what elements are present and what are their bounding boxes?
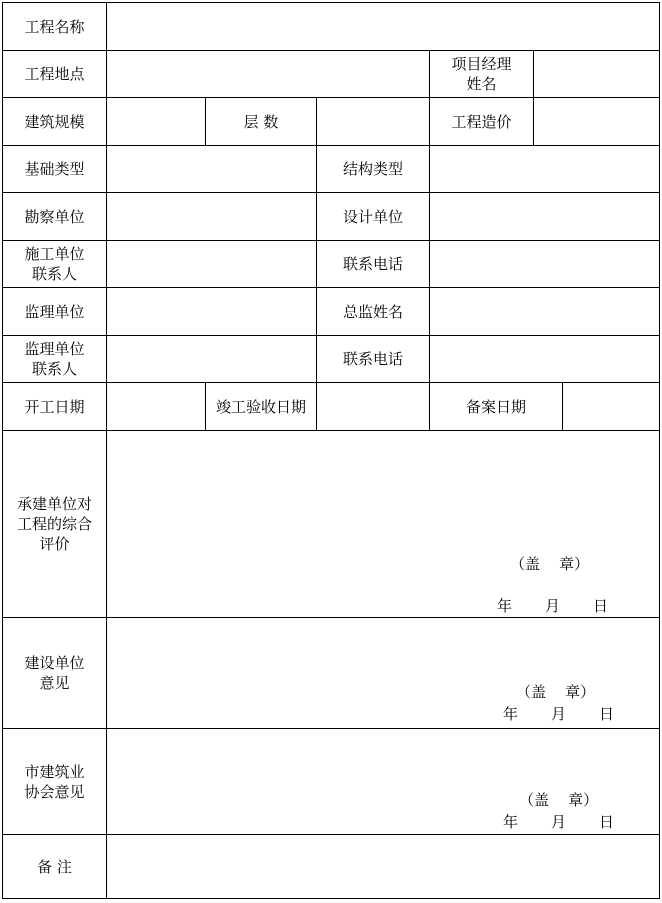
- month-label: 月: [545, 597, 561, 615]
- seal-text: （盖 章）: [519, 791, 599, 809]
- building-scale-label: 建筑规模: [24, 112, 85, 131]
- contractor-evaluation-field[interactable]: [107, 431, 659, 617]
- association-opinion-label: 市建筑业 协会意见: [24, 762, 85, 801]
- remarks-field[interactable]: [107, 835, 659, 898]
- structure-type-field[interactable]: [430, 146, 659, 192]
- month-label: 月: [551, 813, 567, 831]
- year-label: 年: [503, 813, 519, 831]
- filing-date-field[interactable]: [563, 383, 659, 430]
- seal-text: （盖 章）: [510, 555, 590, 573]
- design-unit-field[interactable]: [430, 193, 659, 240]
- acceptance-date-field[interactable]: [317, 383, 429, 430]
- building-scale-field[interactable]: [107, 98, 205, 145]
- seal-text: （盖 章）: [516, 683, 596, 701]
- project-cost-label: 工程造价: [451, 112, 512, 131]
- day-label: 日: [599, 705, 615, 723]
- start-date-field[interactable]: [107, 383, 205, 430]
- project-manager-label: 项目经理 姓名: [451, 55, 512, 93]
- filing-date-label: 备案日期: [465, 397, 526, 416]
- year-label: 年: [503, 705, 519, 723]
- supervision-phone-field[interactable]: [430, 336, 659, 382]
- contractor-evaluation-label: 承建单位对 工程的综合 评价: [16, 495, 92, 553]
- project-location-field[interactable]: [107, 51, 429, 97]
- year-label: 年: [497, 597, 513, 615]
- acceptance-date-label: 竣工验收日期: [215, 397, 306, 416]
- remarks-label: 备 注: [37, 857, 72, 876]
- owner-opinion-label: 建设单位 意见: [24, 654, 85, 692]
- foundation-type-label: 基础类型: [24, 160, 85, 178]
- supervision-contact-label: 监理单位 联系人: [24, 340, 85, 378]
- supervision-unit-field[interactable]: [107, 288, 316, 335]
- day-label: 日: [599, 813, 615, 831]
- survey-unit-field[interactable]: [107, 193, 316, 240]
- start-date-label: 开工日期: [24, 397, 85, 416]
- structure-type-label: 结构类型: [342, 160, 403, 178]
- owner-opinion-field[interactable]: [107, 618, 659, 728]
- project-manager-field[interactable]: [534, 51, 659, 97]
- project-cost-field[interactable]: [534, 98, 659, 145]
- chief-supervisor-label: 总监姓名: [342, 302, 403, 321]
- floors-field[interactable]: [317, 98, 429, 145]
- month-label: 月: [551, 705, 567, 723]
- supervision-unit-label: 监理单位: [24, 302, 85, 321]
- project-name-field[interactable]: [107, 3, 659, 50]
- foundation-type-field[interactable]: [107, 146, 316, 192]
- contact-phone-label: 联系电话: [342, 255, 403, 273]
- association-opinion-field[interactable]: [107, 729, 659, 834]
- project-location-label: 工程地点: [24, 65, 85, 83]
- design-unit-label: 设计单位: [342, 207, 403, 226]
- survey-unit-label: 勘察单位: [24, 207, 85, 226]
- construction-contact-field[interactable]: [107, 241, 316, 287]
- supervision-contact-field[interactable]: [107, 336, 316, 382]
- contact-phone-label: 联系电话: [342, 350, 403, 368]
- day-label: 日: [593, 597, 609, 615]
- chief-supervisor-field[interactable]: [430, 288, 659, 335]
- project-name-label: 工程名称: [24, 17, 85, 36]
- floors-label: 层 数: [243, 112, 279, 131]
- contact-phone-field[interactable]: [430, 241, 659, 287]
- construction-contact-label: 施工单位 联系人: [24, 245, 85, 283]
